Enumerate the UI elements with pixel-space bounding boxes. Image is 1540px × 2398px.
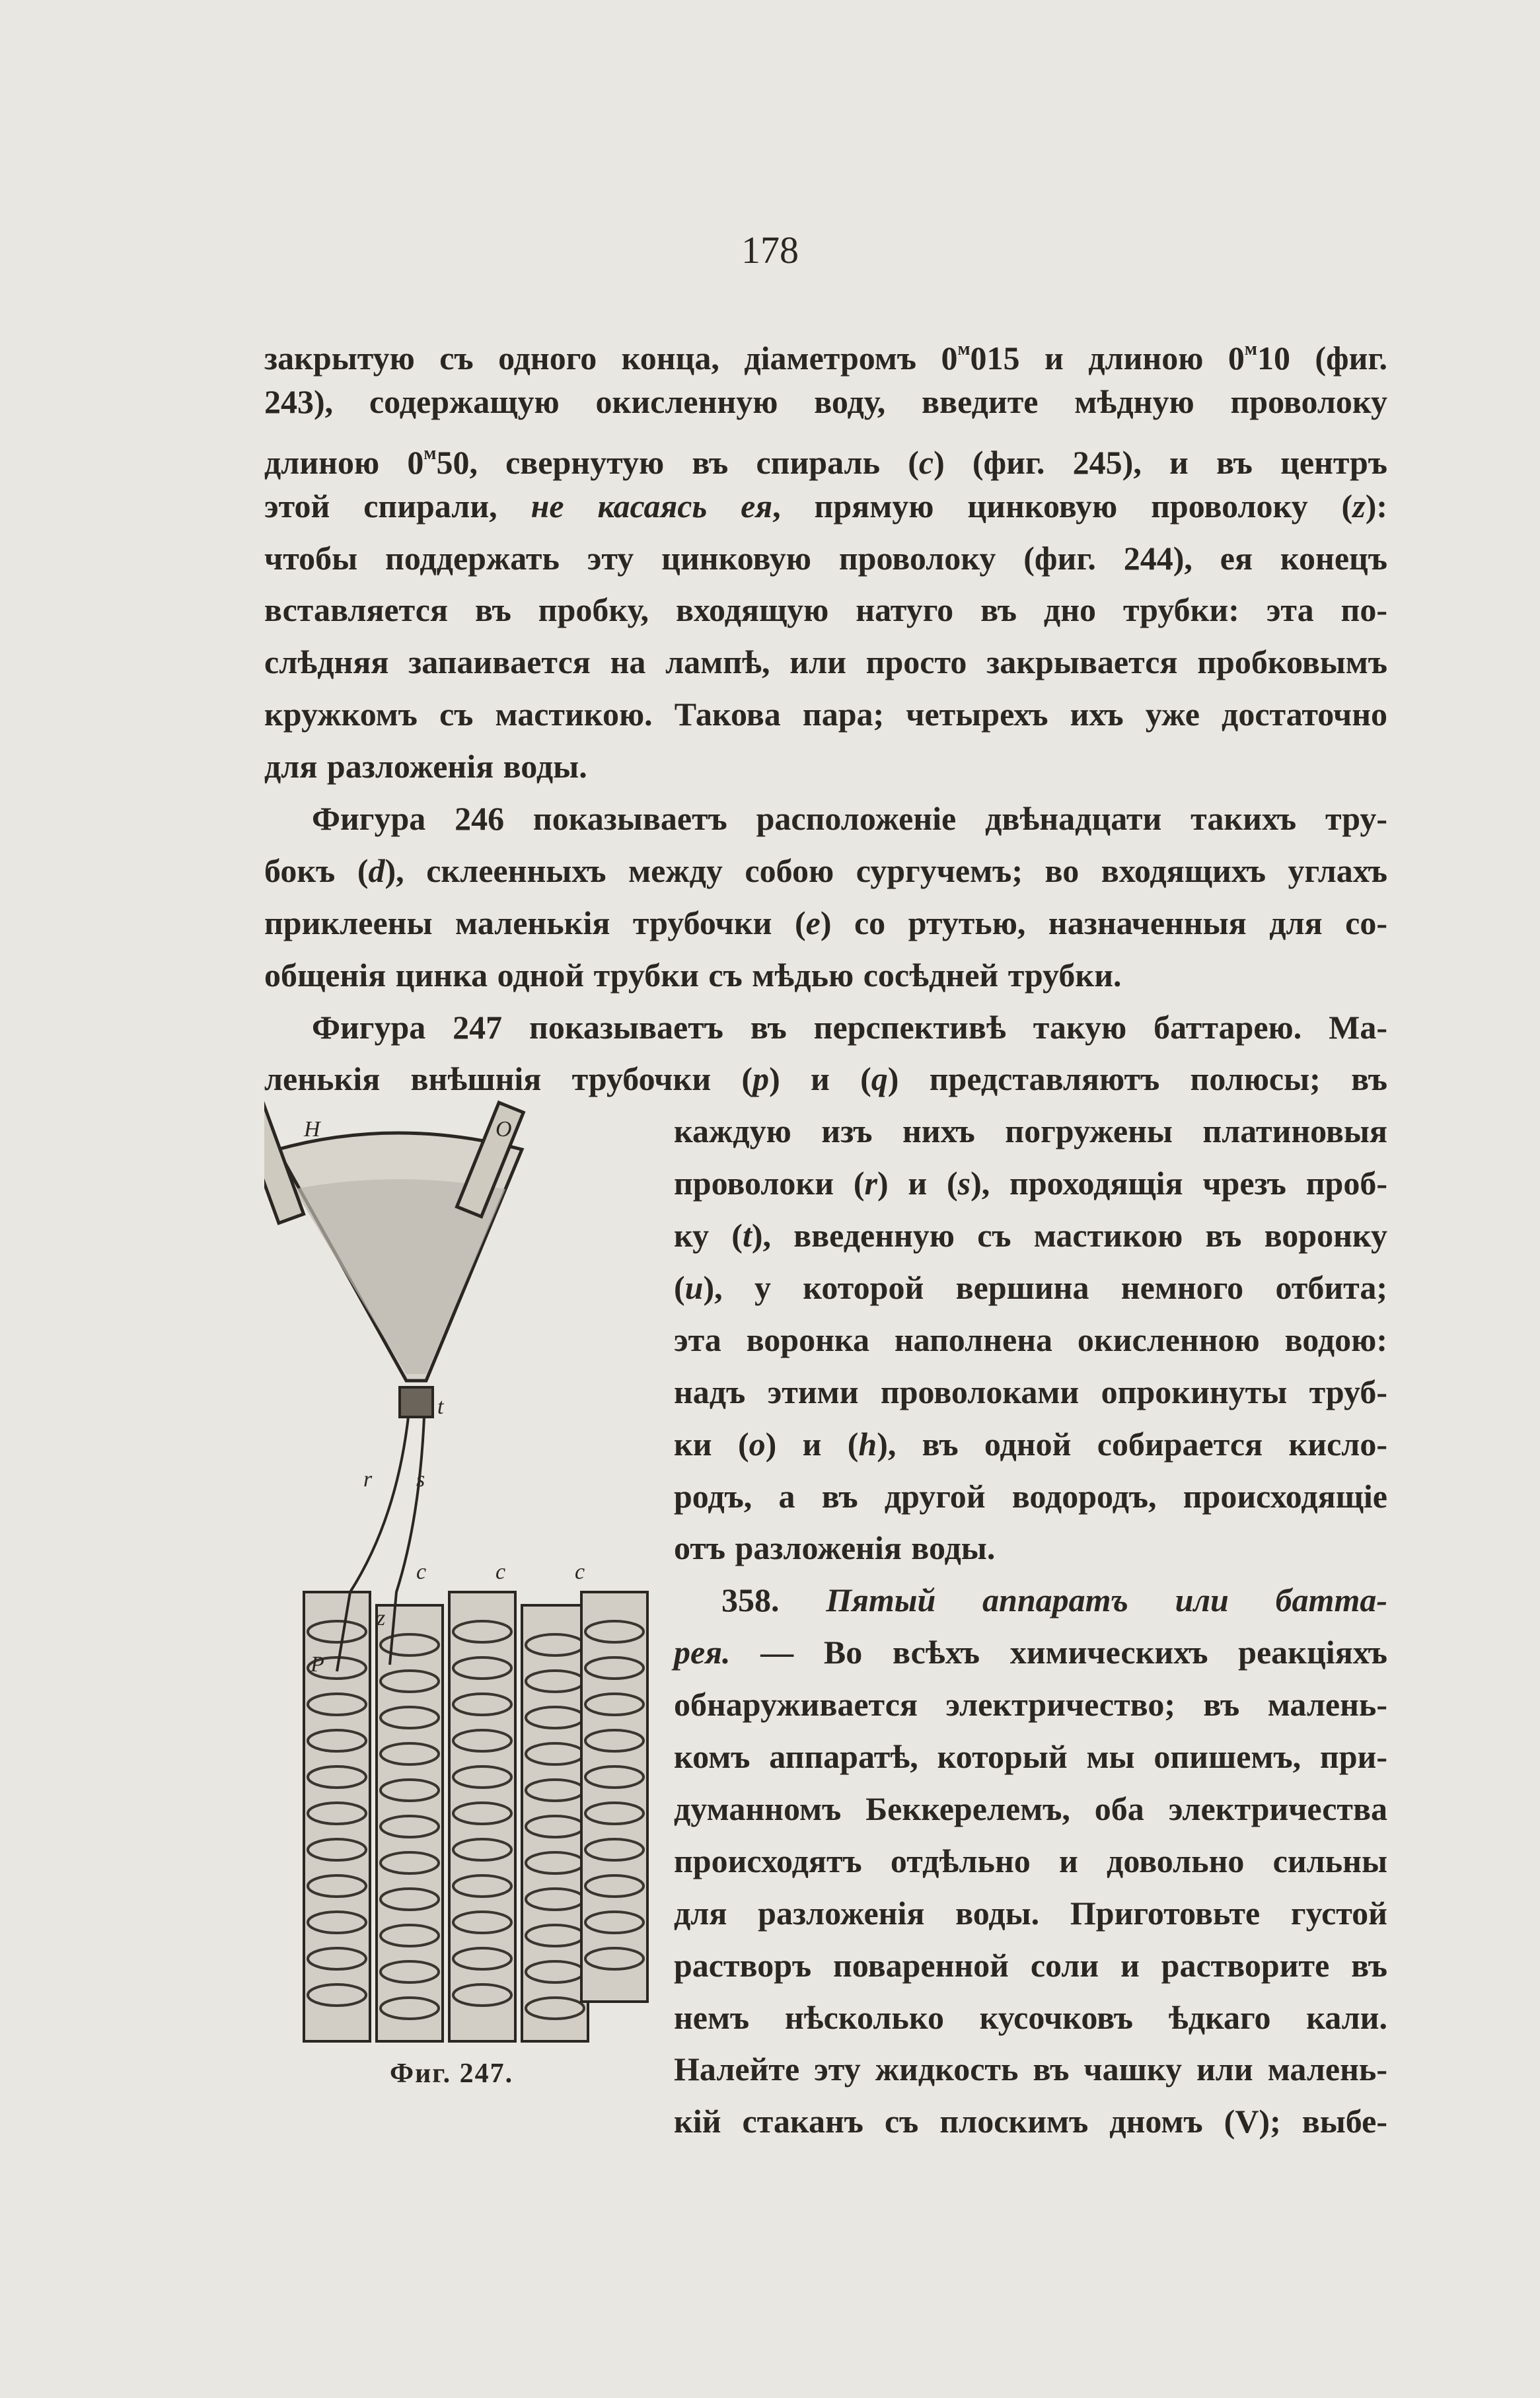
text-line: [674, 1471, 1387, 1523]
italic-text: u: [684, 1269, 704, 1307]
text-segment: для разложенія воды.: [264, 748, 587, 785]
text-segment: комъ аппаратѣ, который мы опишемъ, при-: [674, 1738, 1387, 1776]
italic-text: не касаясь ея: [531, 487, 773, 525]
text-line: [264, 741, 1387, 793]
italic-text: рея.: [674, 1634, 731, 1671]
italic-text: t: [742, 1217, 752, 1254]
text-line: [674, 1314, 1387, 1366]
text-line: [674, 1366, 1387, 1418]
text-segment: родъ, а въ другой водородъ, происходящіе: [674, 1477, 1387, 1515]
text-line: [264, 480, 1387, 532]
text-line: [674, 1626, 1387, 1679]
text-line: [264, 428, 1387, 480]
italic-text: q: [871, 1060, 888, 1098]
superscript-unit: м: [423, 443, 437, 464]
text-segment: обнаруживается электричество; въ малень-: [674, 1686, 1387, 1724]
text-segment: кій стаканъ съ плоскимъ дномъ (V); выбе-: [674, 2103, 1387, 2140]
text-line: [674, 2043, 1387, 2095]
text-line: [264, 636, 1387, 688]
text-segment: закрытую съ одного конца, діаметромъ 0: [264, 340, 958, 377]
text-line: [674, 1992, 1387, 2044]
text-segment: растворъ поваренной соли и растворите въ: [674, 1946, 1387, 1984]
text-line: [674, 1835, 1387, 1887]
text-line: [264, 532, 1387, 585]
label-t: t: [437, 1395, 444, 1419]
text-segment: ), введенную съ мастикою въ воронку: [751, 1217, 1387, 1254]
italic-text: o: [749, 1425, 766, 1463]
text-segment: 358.: [721, 1581, 826, 1619]
text-line: [264, 793, 1387, 845]
text-line: [674, 1210, 1387, 1262]
label-c: c: [416, 1560, 427, 1584]
text-line: [674, 1940, 1387, 1992]
text-segment: 015 и длиною 0: [970, 340, 1245, 377]
text-line: [674, 1105, 1387, 1157]
italic-text: h: [858, 1425, 877, 1463]
label-z: z: [377, 1606, 386, 1630]
coiled-tubes: [304, 1592, 647, 2041]
text-segment: 243), содержащую окисленную воду, введите мѣдную проволоку: [264, 382, 1387, 420]
figure-caption: Фиг. 247.: [390, 2058, 514, 2089]
glass-tube: [581, 1592, 647, 2002]
label-h: H: [304, 1117, 320, 1142]
label-p: P: [311, 1652, 324, 1677]
text-segment: ) (фиг. 245), и въ центръ: [934, 443, 1388, 481]
text-segment: каждую изъ нихъ погружены платиновыя: [674, 1112, 1387, 1150]
text-segment: ленькія внѣшнія трубочки (: [264, 1060, 753, 1098]
text-segment: ) и (: [765, 1425, 859, 1463]
text-segment: ки (: [674, 1425, 749, 1463]
text-segment: ) и (: [877, 1165, 958, 1202]
text-segment: — Во всѣхъ химическихъ реакціяхъ: [730, 1634, 1387, 1671]
superscript-unit: м: [1244, 339, 1257, 359]
text-line: [264, 845, 1387, 897]
text-segment: думанномъ Беккерелемъ, оба электричества: [674, 1790, 1387, 1827]
italic-text: p: [752, 1060, 770, 1098]
text-segment: (: [674, 1269, 685, 1307]
text-segment: чтобы поддержать эту цинковую проволоку (фиг. 244), ея конецъ: [264, 539, 1387, 577]
text-line: [674, 1731, 1387, 1783]
text-segment: ), склеенныхъ между собою сургучемъ; во входящихъ углахъ: [385, 852, 1388, 889]
italic-text: Пятый аппаратъ или батта-: [826, 1581, 1387, 1619]
text-segment: общенія цинка одной трубки съ мѣдью сосѣдней трубки.: [264, 956, 1122, 994]
text-segment: немъ нѣсколько кусочковъ ѣдкаго кали.: [674, 1998, 1387, 2036]
text-segment: отъ разложенія воды.: [674, 1529, 996, 1567]
text-line: [674, 1522, 1387, 1574]
text-line: [674, 1157, 1387, 1210]
text-segment: , прямую цинковую проволоку (: [772, 487, 1353, 525]
text-segment: 50, свернутую въ спираль (: [436, 443, 919, 481]
text-segment: ):: [1365, 487, 1387, 525]
text-segment: Фигура 247 показываетъ въ перспективѣ такую баттарею. Ма-: [312, 1008, 1387, 1046]
cork-t: [400, 1387, 433, 1417]
text-line: [674, 1418, 1387, 1471]
text-segment: ) со ртутью, назначенныя для со-: [820, 904, 1387, 941]
text-segment: этой спирали,: [264, 487, 531, 525]
text-line: [264, 584, 1387, 636]
italic-text: d: [368, 852, 385, 889]
text-segment: ку (: [674, 1217, 743, 1254]
text-segment: кружкомъ съ мастикою. Такова пара; четырехъ ихъ уже достаточно: [264, 696, 1387, 733]
glass-tube: [449, 1592, 515, 2041]
label-s: s: [416, 1467, 425, 1492]
text-line: [674, 2095, 1387, 2148]
text-segment: ), въ одной собирается кисло-: [877, 1425, 1387, 1463]
text-segment: Налейте эту жидкость въ чашку или малень-: [674, 2051, 1387, 2088]
label-c: c: [495, 1560, 506, 1584]
italic-text: c: [918, 443, 934, 481]
text-segment: происходятъ отдѣльно и довольно сильны: [674, 1842, 1387, 1879]
text-line: [674, 1262, 1387, 1314]
text-segment: ) представляютъ полюсы; въ: [887, 1060, 1388, 1098]
text-line: [264, 897, 1387, 949]
text-line: [264, 376, 1387, 428]
text-line: [674, 1574, 1387, 1626]
text-segment: ), у которой вершина немного отбита;: [703, 1269, 1387, 1307]
label-c: c: [575, 1560, 585, 1584]
italic-text: r: [864, 1165, 877, 1202]
text-segment: ), проходящія чрезъ проб-: [971, 1165, 1387, 1202]
text-segment: надъ этими проволоками опрокинуты труб-: [674, 1373, 1387, 1410]
figure-247-battery-illustration: [264, 1090, 661, 2121]
text-line: [264, 949, 1387, 1001]
text-segment: Фигура 246 показываетъ расположеніе двѣнадцати такихъ тру-: [312, 800, 1387, 838]
text-segment: 10 (фиг.: [1257, 340, 1387, 377]
text-segment: проволоки (: [674, 1165, 865, 1202]
text-line: [674, 1679, 1387, 1731]
text-segment: слѣдняя запаивается на лампѣ, или просто закрывается пробковымъ: [264, 643, 1387, 681]
text-segment: ) и (: [769, 1060, 871, 1098]
text-segment: эта воронка наполнена окисленною водою:: [674, 1321, 1387, 1358]
italic-text: s: [957, 1165, 971, 1202]
italic-text: e: [805, 904, 821, 941]
text-segment: бокъ (: [264, 852, 369, 889]
label-r: r: [363, 1467, 373, 1492]
text-segment: для разложенія воды. Приготовьте густой: [674, 1894, 1387, 1932]
page-number: 178: [741, 229, 799, 272]
text-line: [674, 1783, 1387, 1835]
text-line: [674, 1887, 1387, 1940]
text-line: [264, 324, 1387, 376]
text-segment: длиною 0: [264, 443, 424, 481]
label-o: O: [495, 1117, 512, 1142]
text-segment: вставляется въ пробку, входящую натуго въ дно трубки: эта по-: [264, 591, 1387, 629]
text-segment: приклеены маленькія трубочки (: [264, 904, 806, 941]
text-line: [264, 1001, 1387, 1054]
italic-text: z: [1352, 487, 1366, 525]
text-line: [264, 688, 1387, 741]
superscript-unit: м: [957, 339, 971, 359]
